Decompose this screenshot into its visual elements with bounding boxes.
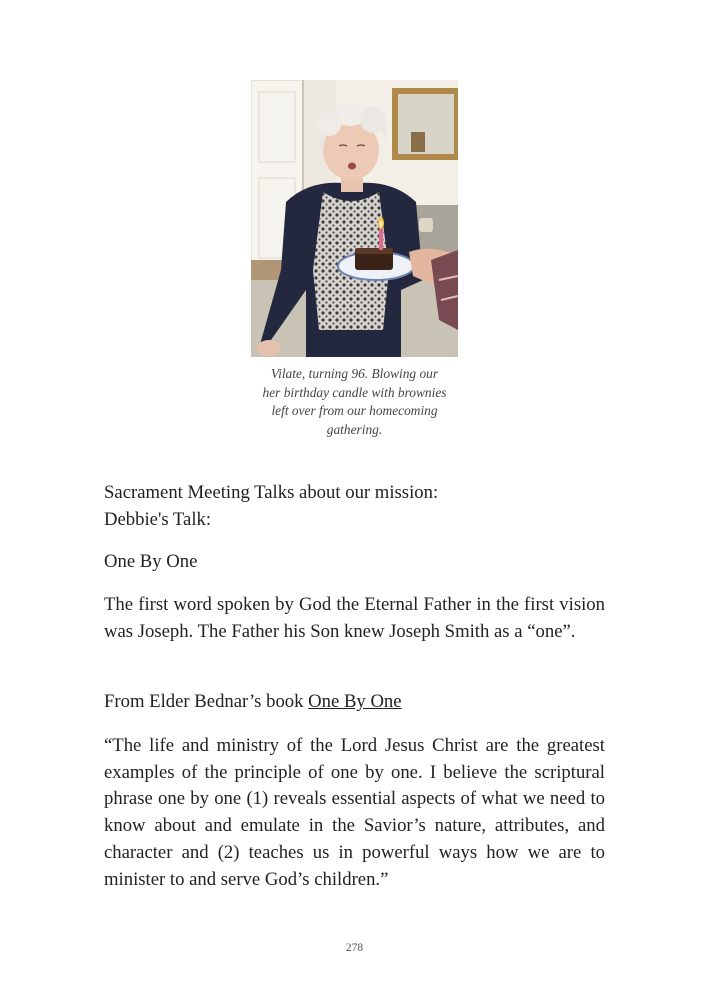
bednar-quote xyxy=(104,733,605,893)
paragraph-first-word xyxy=(104,592,605,645)
photo-illustration xyxy=(251,80,458,357)
section-intro xyxy=(104,480,605,533)
caption-line: her birthday candle with brownies xyxy=(262,384,447,400)
book-reference-prefix: From Elder Bednar’s book xyxy=(104,691,309,712)
book-title: One By One xyxy=(308,691,402,712)
caption-line: Vilate, turning 96. Blowing our xyxy=(270,366,439,381)
book-reference xyxy=(104,689,605,715)
caption-line: left over from our homecoming xyxy=(271,403,438,419)
quote-text: “The life and ministry of the Lord Jesus Christ are the greatest examples of the principle of one by one. I believe the scriptural phrase one by one (1) reveals essential aspects of what we need to know about and emulate in the Savior’s nature, attributes, and character and (2) teaches us in powerful ways how we are to minister to and serve God’s children.” xyxy=(104,735,605,890)
talk-author-heading: Debbie's Talk: xyxy=(104,508,212,530)
page-number: 278 xyxy=(345,942,364,954)
photo-caption xyxy=(244,365,465,439)
birthday-photo xyxy=(251,80,458,357)
intro-heading: Sacrament Meeting Talks about our mission: xyxy=(104,482,439,503)
talk-title: One By One xyxy=(104,551,198,572)
caption-line: gathering. xyxy=(326,421,383,437)
paragraph-text: The first word spoken by God the Eternal Father in the first vision was Joseph. The Father his Son knew Joseph Smith as a “one”. xyxy=(104,594,605,642)
